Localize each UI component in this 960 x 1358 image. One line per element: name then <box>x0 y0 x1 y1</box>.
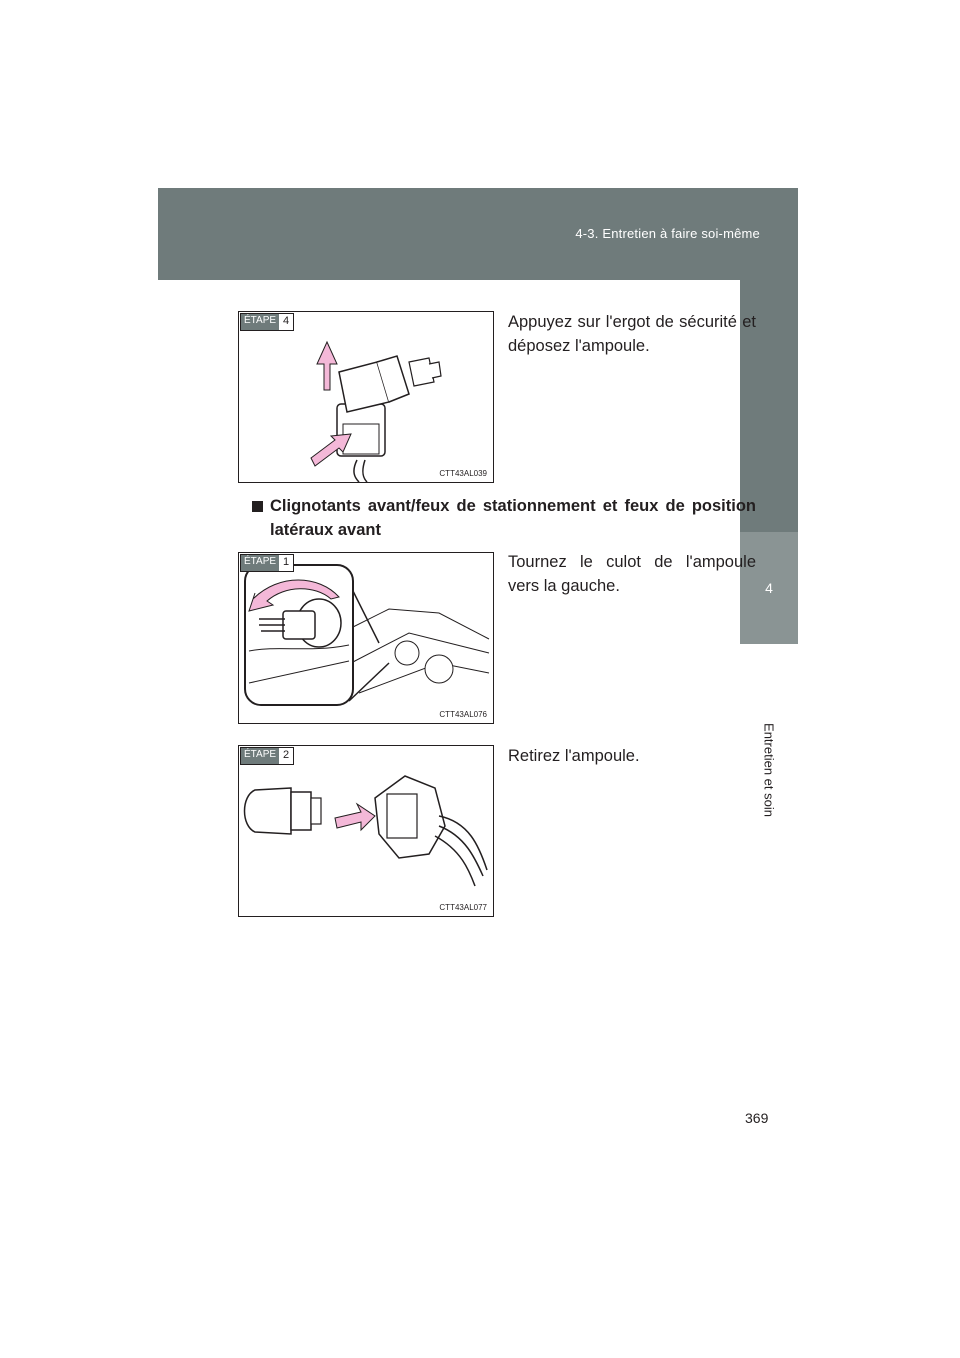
section-heading <box>252 494 756 542</box>
step-label <box>240 554 294 572</box>
figure-code: CTT43AL039 <box>439 469 487 478</box>
chapter-label: Entretien et soin <box>761 723 777 817</box>
section-heading-text: Clignotants avant/feux de stationnement et feux de position latéraux avant <box>270 497 756 539</box>
figure-step-2 <box>238 745 494 917</box>
chapter-number-tab: 4 <box>740 532 798 644</box>
step-number: 1 <box>279 555 293 571</box>
figure-step-4 <box>238 311 494 483</box>
figure-code: CTT43AL077 <box>439 903 487 912</box>
step-label <box>240 747 294 765</box>
step-4-instruction: Appuyez sur l'ergot de sécurité et déposez l'ampoule. <box>508 313 756 355</box>
step-label <box>240 313 294 331</box>
step-word: ÉTAPE <box>241 748 279 764</box>
header-title: 4-3. Entretien à faire soi-même <box>575 226 760 241</box>
step-number: 4 <box>279 314 293 330</box>
square-bullet-icon <box>252 501 263 512</box>
step-2-instruction: Retirez l'ampoule. <box>508 747 640 765</box>
step-1-instruction: Tournez le culot de l'ampoule vers la gauche. <box>508 553 756 595</box>
bulb-removal-illustration <box>239 746 493 916</box>
page-number: 369 <box>745 1110 769 1126</box>
bulb-release-illustration <box>239 312 493 482</box>
step-number: 2 <box>279 748 293 764</box>
step-word: ÉTAPE <box>241 314 279 330</box>
figure-code: CTT43AL076 <box>439 710 487 719</box>
socket-turn-illustration <box>239 553 493 723</box>
step-word: ÉTAPE <box>241 555 279 571</box>
figure-step-1 <box>238 552 494 724</box>
header-band <box>158 188 798 280</box>
